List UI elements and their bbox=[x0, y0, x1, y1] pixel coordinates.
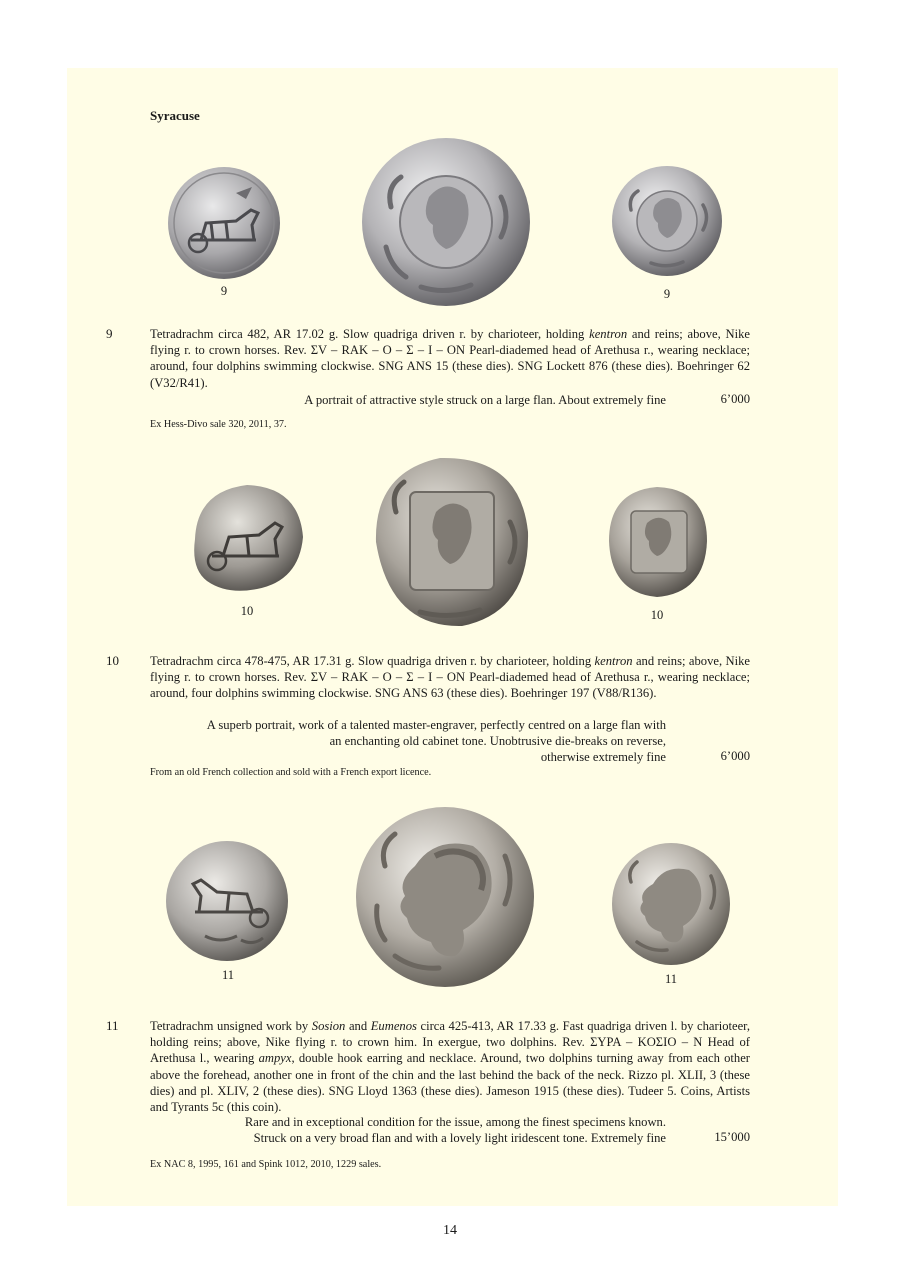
figure-label: 10 bbox=[650, 608, 664, 622]
lot-provenance: Ex Hess-Divo sale 320, 2011, 37. bbox=[150, 419, 287, 430]
coin-reverse-small-image bbox=[605, 483, 711, 601]
lot-quality-line: A superb portrait, work of a talented master-engraver, perfectly centred on a large flan with bbox=[206, 718, 666, 732]
lot-price: 15’000 bbox=[714, 1130, 750, 1144]
lot-provenance: From an old French collection and sold with a French export licence. bbox=[150, 767, 432, 778]
figure-label: 9 bbox=[220, 284, 228, 298]
figure-label: 9 bbox=[663, 287, 671, 301]
lot-quality: A portrait of attractive style struck on a large flan. About extremely fine bbox=[304, 393, 666, 407]
lot-price: 6’000 bbox=[720, 392, 750, 406]
page-number: 14 bbox=[443, 1223, 457, 1238]
figure-label: 11 bbox=[221, 968, 235, 982]
coin-reverse-small-image bbox=[611, 842, 731, 966]
figure-label: 11 bbox=[664, 972, 678, 986]
coin-obverse-quadriga-image bbox=[187, 481, 307, 597]
lot-provenance: Ex NAC 8, 1995, 161 and Spink 1012, 2010, 1229 sales. bbox=[150, 1159, 382, 1170]
lot-number: 10 bbox=[106, 653, 119, 668]
lot-quality-line: Rare and in exceptional condition for the issue, among the finest specimens known. bbox=[244, 1115, 666, 1129]
lot-quality-line: an enchanting old cabinet tone. Unobtrusive die-breaks on reverse, bbox=[329, 734, 666, 748]
coin-reverse-small-image bbox=[611, 165, 723, 277]
coin-obverse-quadriga-image bbox=[166, 165, 282, 281]
lot-number: 11 bbox=[106, 1018, 119, 1033]
lot-description: Tetradrachm circa 478-475, AR 17.31 g. Slow quadriga driven r. by charioteer, holding kentron and reins; above, Nike flying r. to crown horses. Rev. ΣV – RAK – O – Σ – I – ON Pearl-diademed head of Arethusa r., wearing necklace; around, four dolphins swimming clockwise. SNG ANS 63 (these dies). Boehringer 197 (V88/R136). bbox=[150, 654, 750, 701]
section-title: Syracuse bbox=[150, 108, 200, 123]
lot-description: Tetradrachm circa 482, AR 17.02 g. Slow quadriga driven r. by charioteer, holding kentron and reins; above, Nike flying r. to crown horses. Rev. ΣV – RAK – O – Σ – I – ON Pearl-diademed head of Arethusa r., wearing necklace; around, four dolphins swimming clockwise. SNG ANS 15 (these dies). SNG Lockett 876 (these dies). Boehringer 62 (V32/R41). bbox=[150, 327, 750, 390]
lot-quality-line: otherwise extremely fine bbox=[540, 750, 666, 764]
coin-reverse-arethusa-image bbox=[370, 452, 532, 630]
coin-obverse-quadriga-image bbox=[165, 840, 289, 962]
lot-quality-line: Struck on a very broad flan and with a lovely light iridescent tone. Extremely fine bbox=[253, 1131, 666, 1145]
figure-label: 10 bbox=[240, 604, 254, 618]
coin-reverse-arethusa-image bbox=[361, 137, 531, 307]
lot-number: 9 bbox=[106, 326, 113, 341]
lot-description: Tetradrachm unsigned work by Sosion and Eumenos circa 425-413, AR 17.33 g. Fast quadriga driven l. by charioteer, holding reins; above, Nike flying r. to crown him. In exergue, two dolphins. Rev. ΣYPA – KOΣIO – N Head of Arethusa l., wearing ampyx, double hook earring and necklace. Around, two dolphins turning away from each other above the forehead, another one in front of the chin and the last behind the back of the neck. Rizzo pl. XLII, 3 (these dies) and pl. XLIV, 2 (these dies). SNG Lloyd 1363 (these dies). Jameson 1915 (these dies). Tudeer 5. Coins, Artists and Tyrants 5c (this coin). bbox=[150, 1019, 751, 1115]
coin-reverse-arethusa-image bbox=[355, 806, 535, 988]
lot-price: 6’000 bbox=[720, 749, 750, 763]
